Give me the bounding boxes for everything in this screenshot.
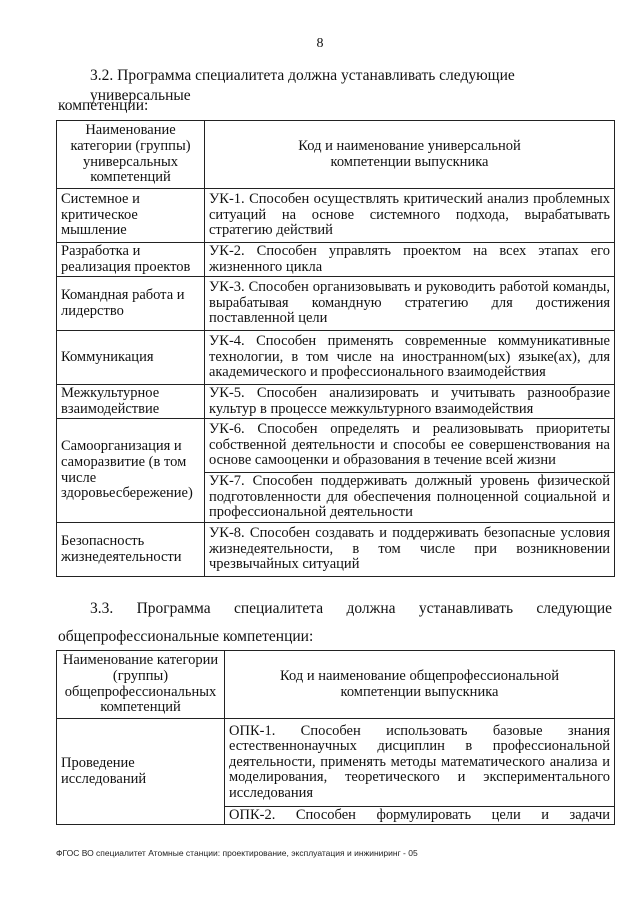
- table-row: [57, 243, 615, 277]
- category-cell: Безопасность жизнедеятельности: [57, 523, 205, 577]
- table-row: [57, 719, 615, 807]
- category-cell: Проведение исследований: [57, 719, 225, 825]
- competence-cell: УК-5. Способен анализировать и учитывать разнообразие культур в процессе межкультурного взаимодействия: [205, 385, 615, 419]
- page-number: 8: [316, 36, 324, 51]
- header-competence: Код и наименование общепрофессиональной компетенции выпускника: [225, 651, 615, 719]
- competence-cell: УК-4. Способен применять современные коммуникативные технологии, в том числе на иностранном(ых) языке(ах), для академического и профессионального взаимодействия: [205, 331, 615, 385]
- category-cell: Командная работа и лидерство: [57, 277, 205, 331]
- competence-cell: УК-1. Способен осуществлять критический анализ проблемных ситуаций на основе системного подхода, вырабатывать стратегию действий: [205, 189, 615, 243]
- competence-cell: УК-2. Способен управлять проектом на всех этапах его жизненного цикла: [205, 243, 615, 277]
- header-category: Наименование категории (группы) универсальных компетенций: [57, 121, 205, 189]
- table-row: [57, 385, 615, 419]
- page-footer: ФГОС ВО специалитет Атомные станции: проектирование, эксплуатация и инжиниринг - 05: [56, 848, 418, 858]
- table-row: [57, 277, 615, 331]
- competence-cell: УК-8. Способен создавать и поддерживать безопасные условия жизнедеятельности, в том числе при возникновении чрезвычайных ситуаций: [205, 523, 615, 577]
- table-row: [57, 419, 615, 473]
- category-cell: Межкультурное взаимодействие: [57, 385, 205, 419]
- competence-cell: ОПК-2. Способен формулировать цели и задачи: [225, 807, 615, 825]
- table-header-row: [57, 121, 615, 189]
- header-competence: Код и наименование универсальной компетенции выпускника: [205, 121, 615, 189]
- section-3-2-line2: компетенции:: [58, 97, 149, 114]
- table-header-row: [57, 651, 615, 719]
- competence-cell: УК-3. Способен организовывать и руководить работой команды, вырабатывая командную стратегию для достижения поставленной цели: [205, 277, 615, 331]
- category-cell: Коммуникация: [57, 331, 205, 385]
- competence-cell: УК-6. Способен определять и реализовывать приоритеты собственной деятельности и способы ее совершенствования на основе самооценки и образования в течение всей жизни: [205, 419, 615, 473]
- category-cell: Системное и критическое мышление: [57, 189, 205, 243]
- category-cell: Разработка и реализация проектов: [57, 243, 205, 277]
- category-cell: Самоорганизация и саморазвитие (в том числе здоровьесбережение): [57, 419, 205, 523]
- general-professional-competences-table: [56, 650, 615, 825]
- competence-cell: УК-7. Способен поддерживать должный уровень физической подготовленности для обеспечения полноценной социальной и профессиональной деятельности: [205, 473, 615, 523]
- table-row: [57, 331, 615, 385]
- table-row: [57, 523, 615, 577]
- section-3-2-line1: 3.2. Программа специалитета должна устанавливать следующие универсальные: [90, 67, 515, 104]
- universal-competences-table: [56, 120, 615, 577]
- section-3-3-line1: 3.3. Программа специалитета должна устанавливать следующие: [90, 600, 612, 617]
- table-row: [57, 189, 615, 243]
- header-category: Наименование категории (группы) общепрофессиональных компетенций: [57, 651, 225, 719]
- competence-cell: ОПК-1. Способен использовать базовые знания естественнонаучных дисциплин в профессиональной деятельности, применять методы математического анализа и моделирования, теоретического и экспериментального исследования: [225, 719, 615, 807]
- section-3-3-line2: общепрофессиональные компетенции:: [58, 628, 314, 645]
